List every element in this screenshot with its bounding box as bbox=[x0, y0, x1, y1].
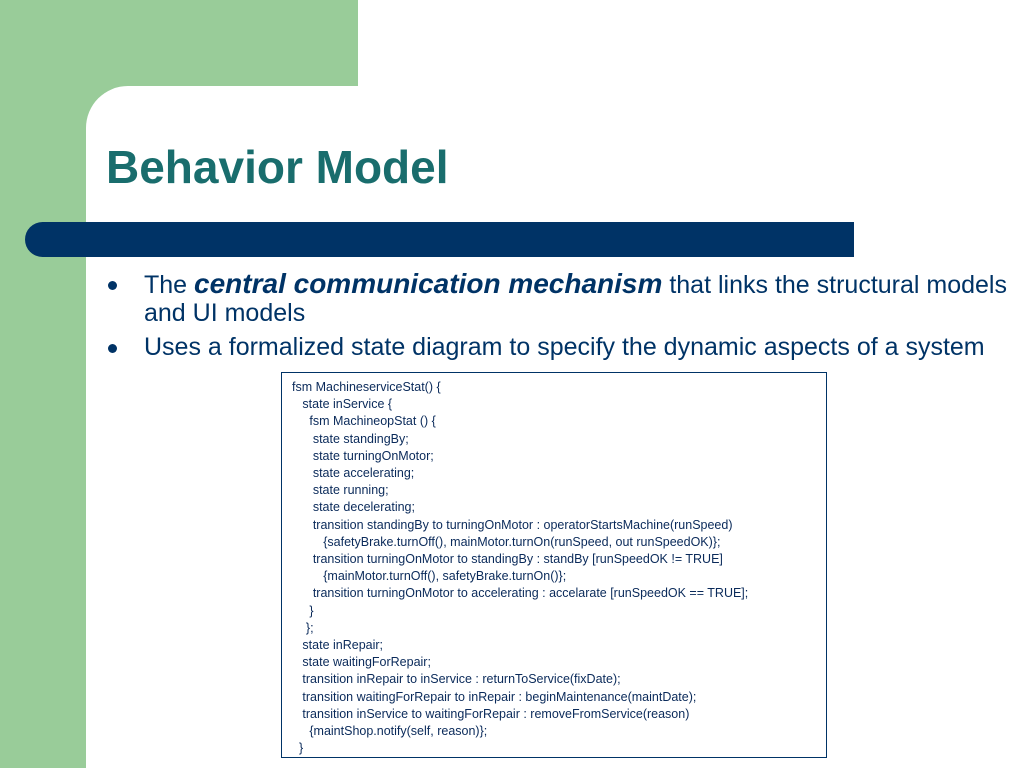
bullet-1-emphasis: central communication mechanism bbox=[194, 268, 663, 299]
code-listing-box bbox=[281, 372, 827, 758]
code-line: state standingBy; bbox=[292, 431, 409, 446]
code-line: state decelerating; bbox=[292, 500, 415, 515]
code-line: transition turningOnMotor to accelerating : accelarate [runSpeedOK == TRUE]; bbox=[292, 586, 749, 601]
code-line: } bbox=[292, 603, 314, 618]
code-line: {mainMotor.turnOff(), safetyBrake.turnOn()}; bbox=[292, 569, 567, 584]
title-divider-bar bbox=[25, 222, 854, 257]
code-line: transition inRepair to inService : returnToService(fixDate); bbox=[292, 672, 621, 687]
code-line: transition standingBy to turningOnMotor : operatorStartsMachine(runSpeed) bbox=[292, 517, 733, 532]
code-line: }; bbox=[292, 620, 314, 635]
bullet-1-prefix: The bbox=[144, 271, 195, 299]
code-line: state inService { bbox=[292, 397, 393, 412]
code-line: fsm MachineopStat () { bbox=[292, 414, 436, 429]
code-line: state accelerating; bbox=[292, 466, 415, 481]
code-line: fsm MachineserviceStat() { bbox=[292, 380, 441, 394]
bullet-1-suffix: that links the structural models and UI models bbox=[144, 271, 1007, 327]
bullet-dot-icon bbox=[108, 344, 117, 353]
code-line: state waitingForRepair; bbox=[292, 655, 431, 670]
bullet-item-2 bbox=[108, 333, 1008, 361]
slide-title: Behavior Model bbox=[106, 141, 449, 193]
code-line: {maintShop.notify(self, reason)}; bbox=[292, 724, 488, 739]
code-line: } bbox=[292, 741, 304, 756]
bullet-dot-icon bbox=[108, 281, 117, 290]
bullet-item-1 bbox=[108, 270, 1008, 327]
code-line: state running; bbox=[292, 483, 389, 498]
bullet-2-text: Uses a formalized state diagram to specify the dynamic aspects of a system bbox=[144, 333, 985, 361]
code-line: state inRepair; bbox=[292, 638, 384, 653]
bullet-list bbox=[108, 270, 1008, 367]
code-line: transition waitingForRepair to inRepair : beginMaintenance(maintDate); bbox=[292, 689, 697, 704]
code-line: transition inService to waitingForRepair : removeFromService(reason) bbox=[292, 706, 690, 721]
code-line: state turningOnMotor; bbox=[292, 448, 434, 463]
code-line: transition turningOnMotor to standingBy : standBy [runSpeedOK != TRUE] bbox=[292, 552, 723, 567]
code-line: {safetyBrake.turnOff(), mainMotor.turnOn(runSpeed, out runSpeedOK)}; bbox=[292, 534, 721, 549]
